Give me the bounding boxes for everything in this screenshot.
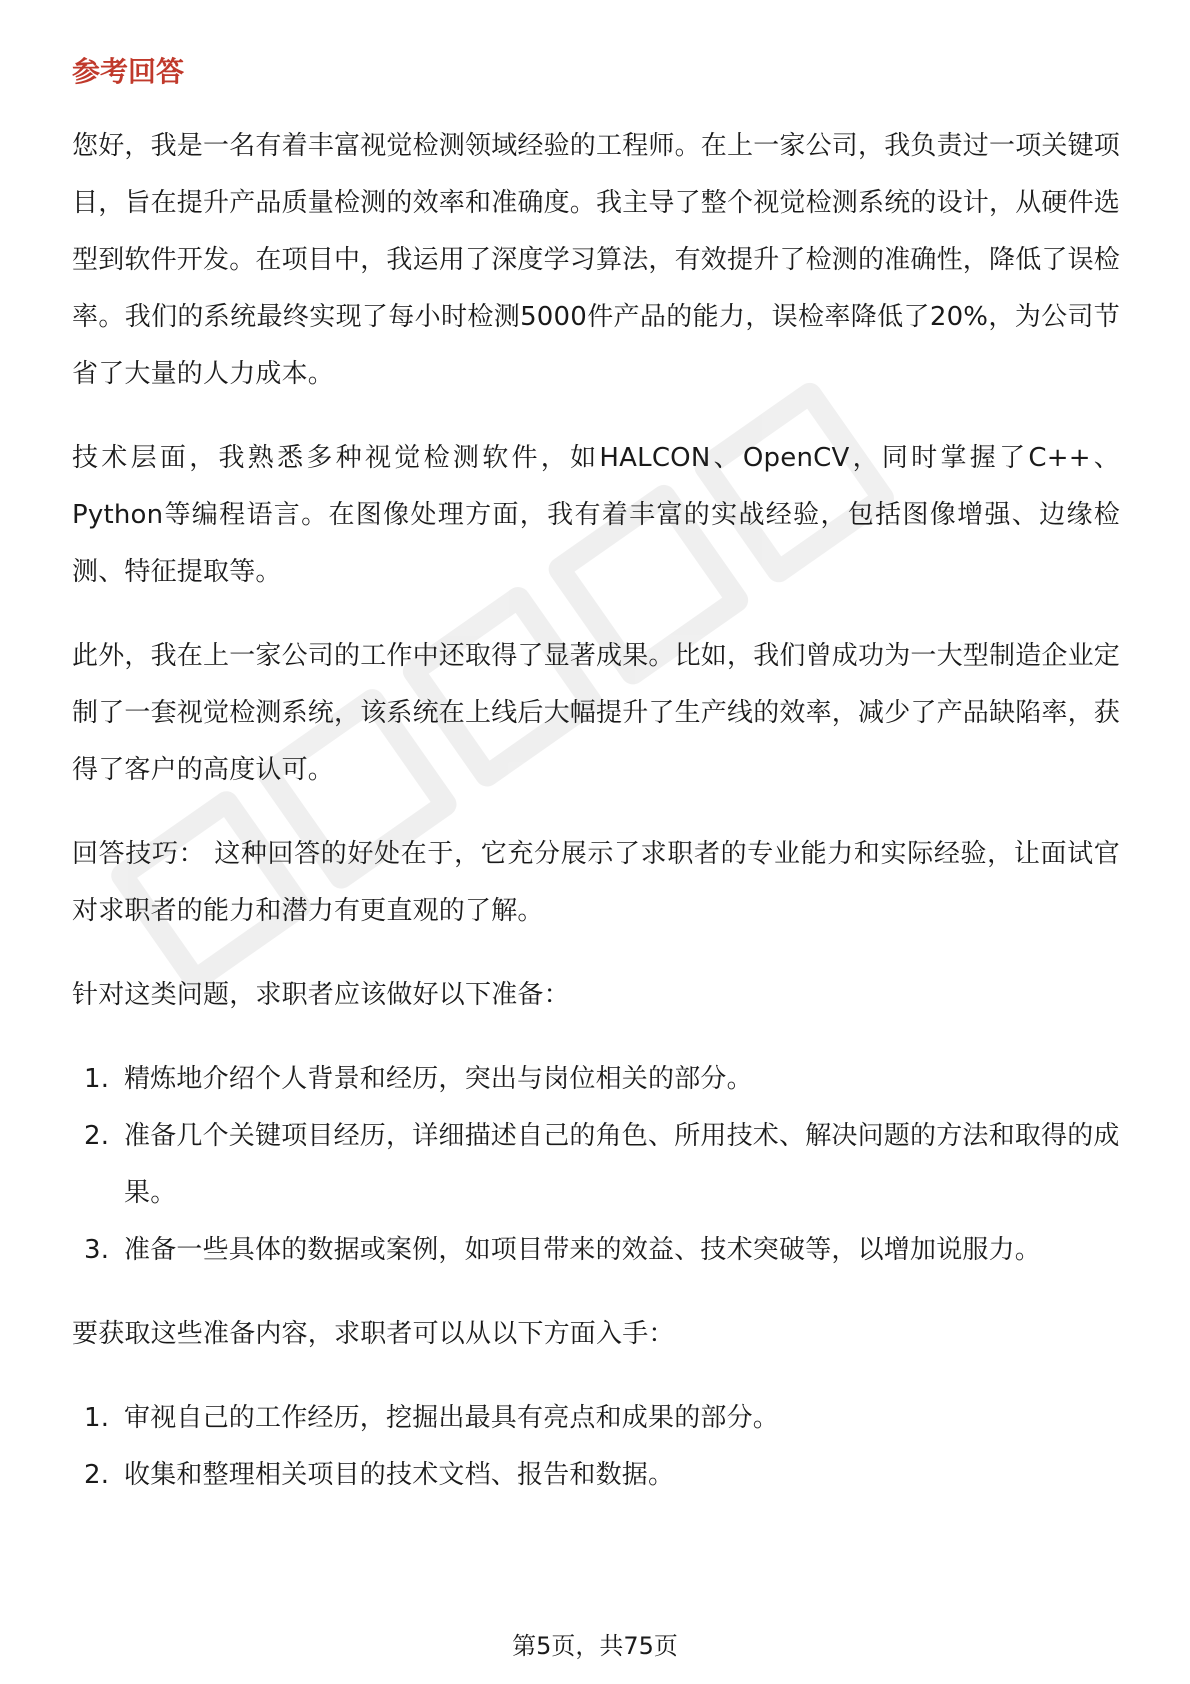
paragraph-achievements: 此外，我在上一家公司的工作中还取得了显著成果。比如，我们曾成功为一大型制造企业定制了一套视觉检测系统，该系统在上线后大幅提升了生产线的效率，减少了产品缺陷率，获得了客户的高度认可。 [72,641,1121,785]
list-item-text: 准备一些具体的数据或案例，如项目带来的效益、技术突破等，以增加说服力。 [124,1235,1042,1265]
list-item [72,1390,1120,1447]
preparation-list [72,1051,1120,1279]
paragraph-prep-intro: 针对这类问题，求职者应该做好以下准备： [72,980,570,1010]
section-heading: 参考回答 [72,55,185,88]
list-number: 2. [84,1121,110,1151]
paragraph-intro: 您好，我是一名有着丰富视觉检测领域经验的工程师。在上一家公司，我负责过一项关键项目，旨在提升产品质量检测的效率和准确度。我主导了整个视觉检测系统的设计，从硬件选型到软件开发。在项目中，我运用了深度学习算法，有效提升了检测的准确性，降低了误检率。我们的系统最终实现了每小时检测5000件产品的能力，误检率降低了20%，为公司节省了大量的人力成本。 [72,131,1121,389]
paragraph-sources-intro: 要获取这些准备内容，求职者可以从以下方面入手： [72,1319,675,1349]
list-number: 3. [84,1235,110,1265]
list-item-text: 审视自己的工作经历，挖掘出最具有亮点和成果的部分。 [124,1403,780,1433]
list-item-text: 精炼地介绍个人背景和经历，突出与岗位相关的部分。 [124,1064,753,1094]
paragraph-tips: 回答技巧： 这种回答的好处在于，它充分展示了求职者的专业能力和实际经验，让面试官对求职者的能力和潜力有更直观的了解。 [72,839,1121,926]
page-number-footer: 第5页，共75页 [512,1632,678,1660]
list-item [72,1051,1120,1108]
list-item [72,1108,1120,1222]
list-number: 1. [84,1403,110,1433]
list-item-text: 收集和整理相关项目的技术文档、报告和数据。 [124,1460,675,1490]
list-number: 1. [84,1064,110,1094]
document-page [72,48,1120,1531]
list-item-text: 准备几个关键项目经历，详细描述自己的角色、所用技术、解决问题的方法和取得的成果。 [124,1121,1120,1208]
paragraph-technical: 技术层面，我熟悉多种视觉检测软件，如HALCON、OpenCV，同时掌握了C++、Python等编程语言。在图像处理方面，我有着丰富的实战经验，包括图像增强、边缘检测、特征提取等。 [72,443,1120,587]
list-number: 2. [84,1460,110,1490]
list-item [72,1447,1120,1504]
list-item [72,1222,1120,1279]
sources-list [72,1390,1120,1504]
